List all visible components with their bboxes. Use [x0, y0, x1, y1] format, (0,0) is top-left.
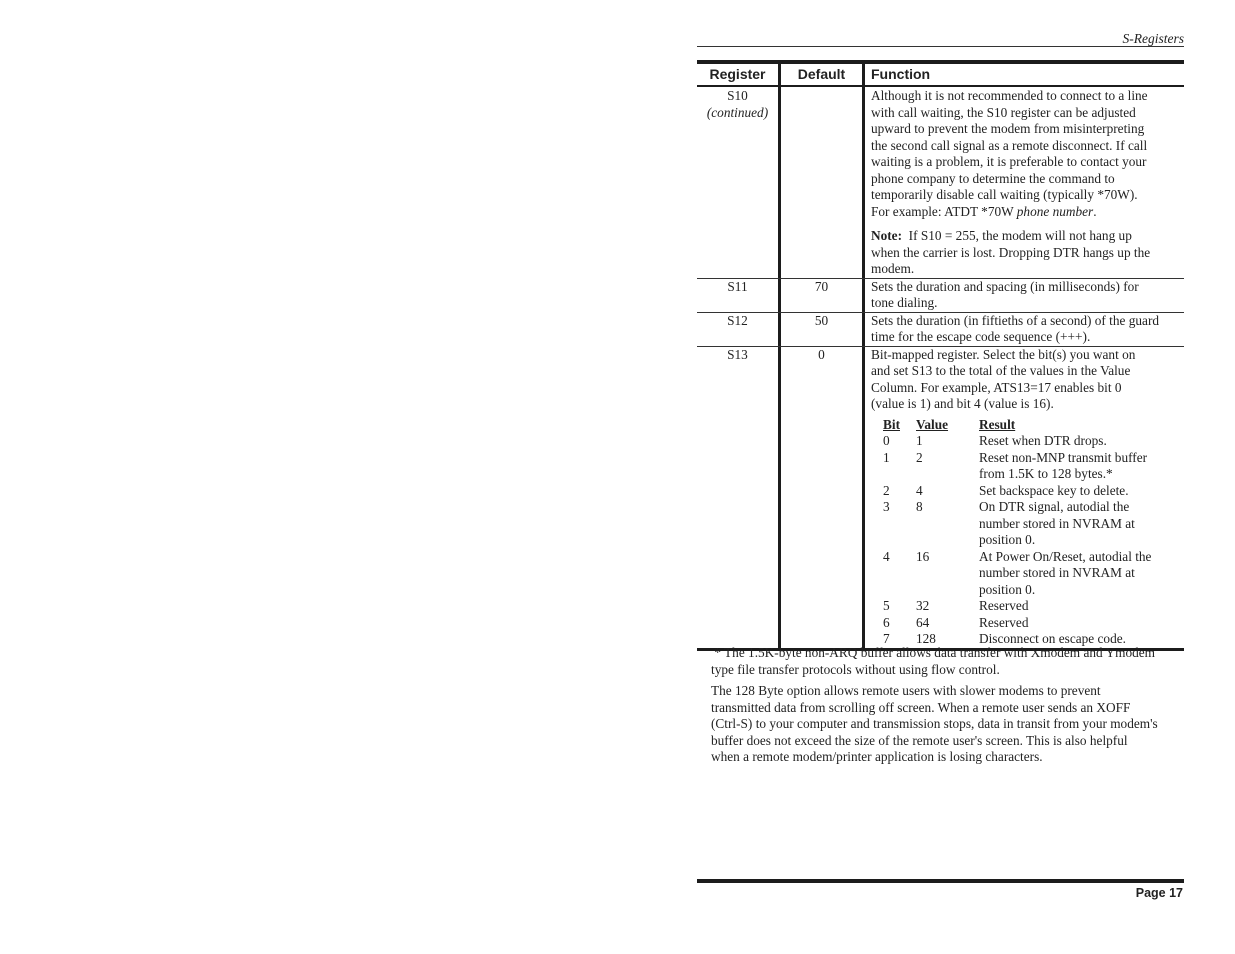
- bit-row: [871, 450, 1182, 483]
- bit-value: 8: [916, 499, 923, 514]
- bit-value: 64: [916, 614, 930, 630]
- bit-table: [871, 417, 1182, 648]
- function-line: with call waiting, the S10 register can be adjusted: [871, 104, 1136, 120]
- function-line: upward to prevent the modem from misinterpreting: [871, 121, 1145, 136]
- bit-value: 2: [916, 449, 923, 465]
- bit-row: [871, 499, 1182, 549]
- register-name: S11: [727, 278, 748, 294]
- register-name: S12: [727, 312, 748, 328]
- note-paragraph: [871, 228, 1182, 278]
- register-name: S10: [727, 88, 748, 103]
- column-header-register: Register: [709, 66, 766, 82]
- function-line: the second call signal as a remote disconnect. If call: [871, 137, 1148, 153]
- bit-value: 128: [916, 631, 936, 646]
- function-line: Although it is not recommended to connect to a line: [871, 88, 1148, 103]
- header-rule: [697, 46, 1184, 47]
- function-cell: [862, 87, 1184, 278]
- bit-row: [871, 549, 1182, 599]
- value-header: Value: [916, 416, 949, 432]
- s-register-table: [697, 60, 1184, 651]
- bit-result: At Power On/Reset, autodial the number stored in NVRAM at position 0.: [979, 548, 1152, 597]
- paragraph-line: when a remote modem/printer application is losing characters.: [711, 749, 1043, 764]
- table-row-s10: [697, 87, 1184, 278]
- running-header-title: S-Registers: [1122, 31, 1184, 46]
- table-row-s13: [697, 347, 1184, 648]
- function-line: time for the escape code sequence (+++).: [871, 329, 1091, 344]
- paragraph-line: transmitted data from scrolling off screen. When a remote user sends an XOFF: [711, 699, 1131, 715]
- bit-result: Reset when DTR drops.: [979, 433, 1107, 448]
- table-row-s11: [697, 279, 1184, 312]
- note-line: when the carrier is lost. Dropping DTR hangs up the: [871, 244, 1151, 260]
- default-cell: 0: [778, 347, 862, 648]
- bit-table-header: [871, 417, 1182, 434]
- bit-row: [871, 483, 1182, 500]
- bit-number: 0: [883, 433, 890, 448]
- bit-number: 1: [883, 449, 890, 465]
- example-prefix: For example: ATDT *70W: [871, 203, 1017, 219]
- function-line: waiting is a problem, it is preferable to contact your: [871, 154, 1147, 169]
- function-line: temporarily disable call waiting (typically *70W).: [871, 187, 1138, 202]
- note-line: modem.: [871, 261, 915, 276]
- example-line: [871, 204, 1182, 221]
- bit-value: 1: [916, 433, 923, 448]
- body-paragraph: [711, 683, 1186, 766]
- bit-number: 4: [883, 548, 890, 564]
- function-line: Bit-mapped register. Select the bit(s) you want on: [871, 346, 1136, 362]
- function-cell: [862, 347, 1184, 648]
- default-cell: 70: [778, 279, 862, 312]
- note-label: Note:: [871, 228, 903, 243]
- bit-number: 7: [883, 631, 890, 646]
- table-row-s12: [697, 313, 1184, 346]
- bit-result: Reserved: [979, 598, 1029, 613]
- paragraph-line: buffer does not exceed the size of the remote user's screen. This is also helpful: [711, 732, 1128, 748]
- bit-number: 3: [883, 499, 890, 514]
- bit-result: On DTR signal, autodial the number stored in NVRAM at position 0.: [979, 499, 1135, 547]
- function-line: Column. For example, ATS13=17 enables bit 0: [871, 379, 1122, 395]
- bit-row: [871, 433, 1182, 450]
- function-cell: [862, 279, 1184, 312]
- bit-result: Reset non-MNP transmit buffer from 1.5K to 128 bytes.*: [979, 449, 1148, 481]
- function-line: Sets the duration and spacing (in milliseconds) for: [871, 278, 1139, 294]
- result-header: Result: [979, 416, 1016, 432]
- function-cell: [862, 313, 1184, 346]
- bit-number: 2: [883, 482, 890, 498]
- note-line: If S10 = 255, the modem will not hang up: [902, 228, 1132, 243]
- register-name: S13: [727, 346, 748, 362]
- function-line: tone dialing.: [871, 295, 938, 310]
- default-cell: [778, 87, 862, 278]
- page-number: Page 17: [1135, 886, 1183, 900]
- bit-header: Bit: [883, 416, 900, 432]
- function-line: phone company to determine the command to: [871, 170, 1115, 186]
- bit-row: [871, 615, 1182, 632]
- register-continued-note: (continued): [706, 104, 769, 120]
- table-header-row: [697, 64, 1184, 85]
- paragraph-line: The 128 Byte option allows remote users with slower modems to prevent: [711, 683, 1101, 698]
- bit-result: Set backspace key to delete.: [979, 482, 1129, 498]
- bit-value: 4: [916, 482, 923, 498]
- paragraph-line: (Ctrl-S) to your computer and transmission stops, data in transit from your modem's: [711, 716, 1158, 731]
- example-suffix: .: [1093, 203, 1097, 219]
- footnote-line: * The 1.5K-byte non-ARQ buffer allows data transfer with Xmodem and Ymodem: [711, 645, 1155, 660]
- function-line: Sets the duration (in fiftieths of a second) of the guard: [871, 312, 1160, 328]
- column-header-function: Function: [862, 64, 1184, 85]
- example-italic: phone number: [1016, 203, 1094, 219]
- bit-value: 32: [916, 598, 930, 613]
- footnote: [711, 645, 1186, 678]
- bit-number: 5: [883, 598, 890, 613]
- function-line: (value is 1) and bit 4 (value is 16).: [871, 396, 1054, 411]
- bit-header-cell: [871, 417, 916, 434]
- footer-rule: [697, 879, 1184, 883]
- bit-result: Disconnect on escape code.: [979, 631, 1126, 646]
- bit-number: 6: [883, 614, 890, 630]
- default-cell: 50: [778, 313, 862, 346]
- function-line: and set S13 to the total of the values in the Value: [871, 363, 1131, 378]
- footnote-line: type file transfer protocols without using flow control.: [711, 661, 1000, 677]
- bit-result: Reserved: [979, 614, 1029, 630]
- register-cell: [697, 87, 778, 278]
- bit-row: [871, 598, 1182, 615]
- bit-value: 16: [916, 548, 930, 564]
- column-header-default: Default: [778, 64, 862, 85]
